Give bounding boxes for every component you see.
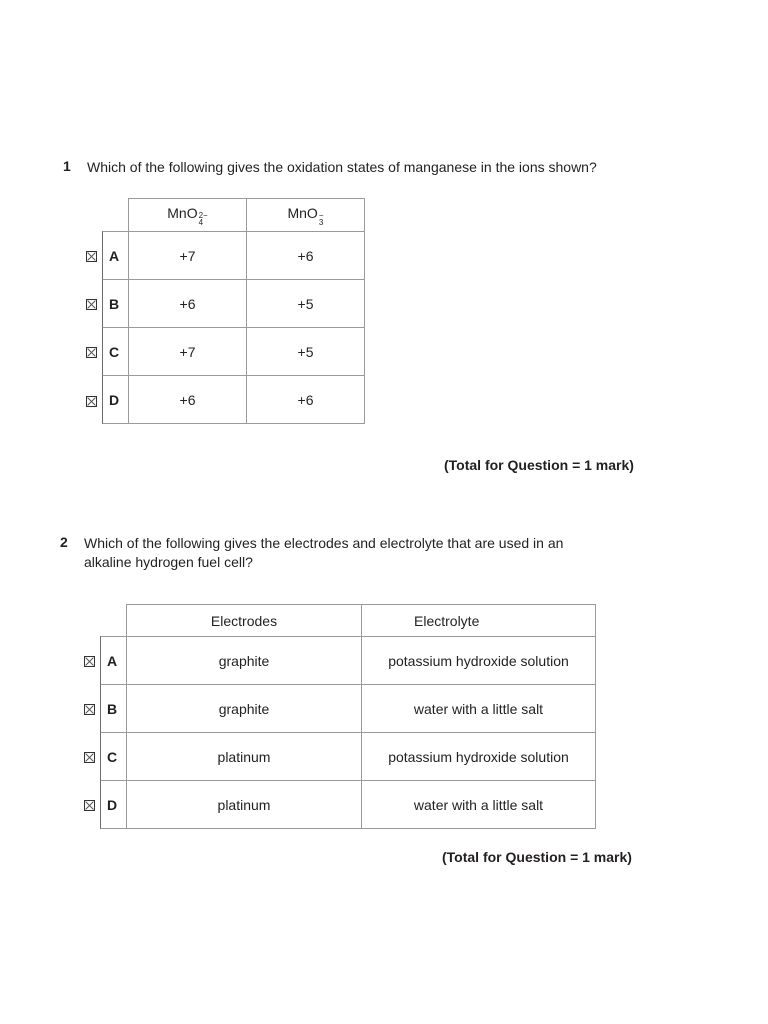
- question-2-text-line1: Which of the following gives the electrodes and electrolyte that are used in an: [84, 535, 564, 551]
- q2-option-d-checkbox[interactable]: [84, 800, 95, 811]
- q2-option-d-electrodes: platinum: [126, 780, 362, 829]
- question-2-text-line2: alkaline hydrogen fuel cell?: [84, 554, 253, 570]
- q1-option-a-col1: +7: [128, 231, 247, 280]
- q2-option-c-electrodes: platinum: [126, 732, 362, 781]
- q2-option-d-letter: D: [100, 780, 126, 829]
- q2-option-a-electrolyte: potassium hydroxide solution: [361, 636, 596, 685]
- question-1-total-marks: (Total for Question = 1 mark): [444, 457, 634, 473]
- q1-option-d-col2: +6: [246, 375, 365, 424]
- q1-option-a-letter: A: [102, 231, 128, 280]
- question-1-number: 1: [63, 158, 71, 174]
- q1-header-col1: MnO 2− 4: [128, 198, 247, 232]
- q1-option-b-letter: B: [102, 279, 128, 328]
- q1-option-c-col2: +5: [246, 327, 365, 376]
- q2-option-a-checkbox[interactable]: [84, 656, 95, 667]
- q1-option-c-col1: +7: [128, 327, 247, 376]
- q1-option-c-letter: C: [102, 327, 128, 376]
- question-1-text: Which of the following gives the oxidation states of manganese in the ions shown?: [87, 159, 597, 175]
- q2-option-c-checkbox[interactable]: [84, 752, 95, 763]
- q2-option-b-checkbox[interactable]: [84, 704, 95, 715]
- q2-option-b-electrolyte: water with a little salt: [361, 684, 596, 733]
- q2-option-b-electrodes: graphite: [126, 684, 362, 733]
- q2-option-a-electrodes: graphite: [126, 636, 362, 685]
- q2-option-d-electrolyte: water with a little salt: [361, 780, 596, 829]
- q1-option-a-col2: +6: [246, 231, 365, 280]
- q1-option-c-checkbox[interactable]: [86, 347, 97, 358]
- q2-option-b-letter: B: [100, 684, 126, 733]
- q1-header-col2: MnO − 3: [246, 198, 365, 232]
- q1-option-d-checkbox[interactable]: [86, 396, 97, 407]
- question-2-total-marks: (Total for Question = 1 mark): [442, 849, 632, 865]
- question-2-number: 2: [60, 534, 68, 550]
- q1-option-a-checkbox[interactable]: [86, 251, 97, 262]
- q1-option-b-col1: +6: [128, 279, 247, 328]
- q2-option-c-electrolyte: potassium hydroxide solution: [361, 732, 596, 781]
- q1-option-b-checkbox[interactable]: [86, 299, 97, 310]
- q1-option-b-col2: +5: [246, 279, 365, 328]
- q2-option-c-letter: C: [100, 732, 126, 781]
- q2-header-electrodes: Electrodes: [126, 604, 362, 637]
- q2-option-a-letter: A: [100, 636, 126, 685]
- q1-option-d-col1: +6: [128, 375, 247, 424]
- q2-header-electrolyte: Electrolyte: [361, 604, 596, 637]
- q1-option-d-letter: D: [102, 375, 128, 424]
